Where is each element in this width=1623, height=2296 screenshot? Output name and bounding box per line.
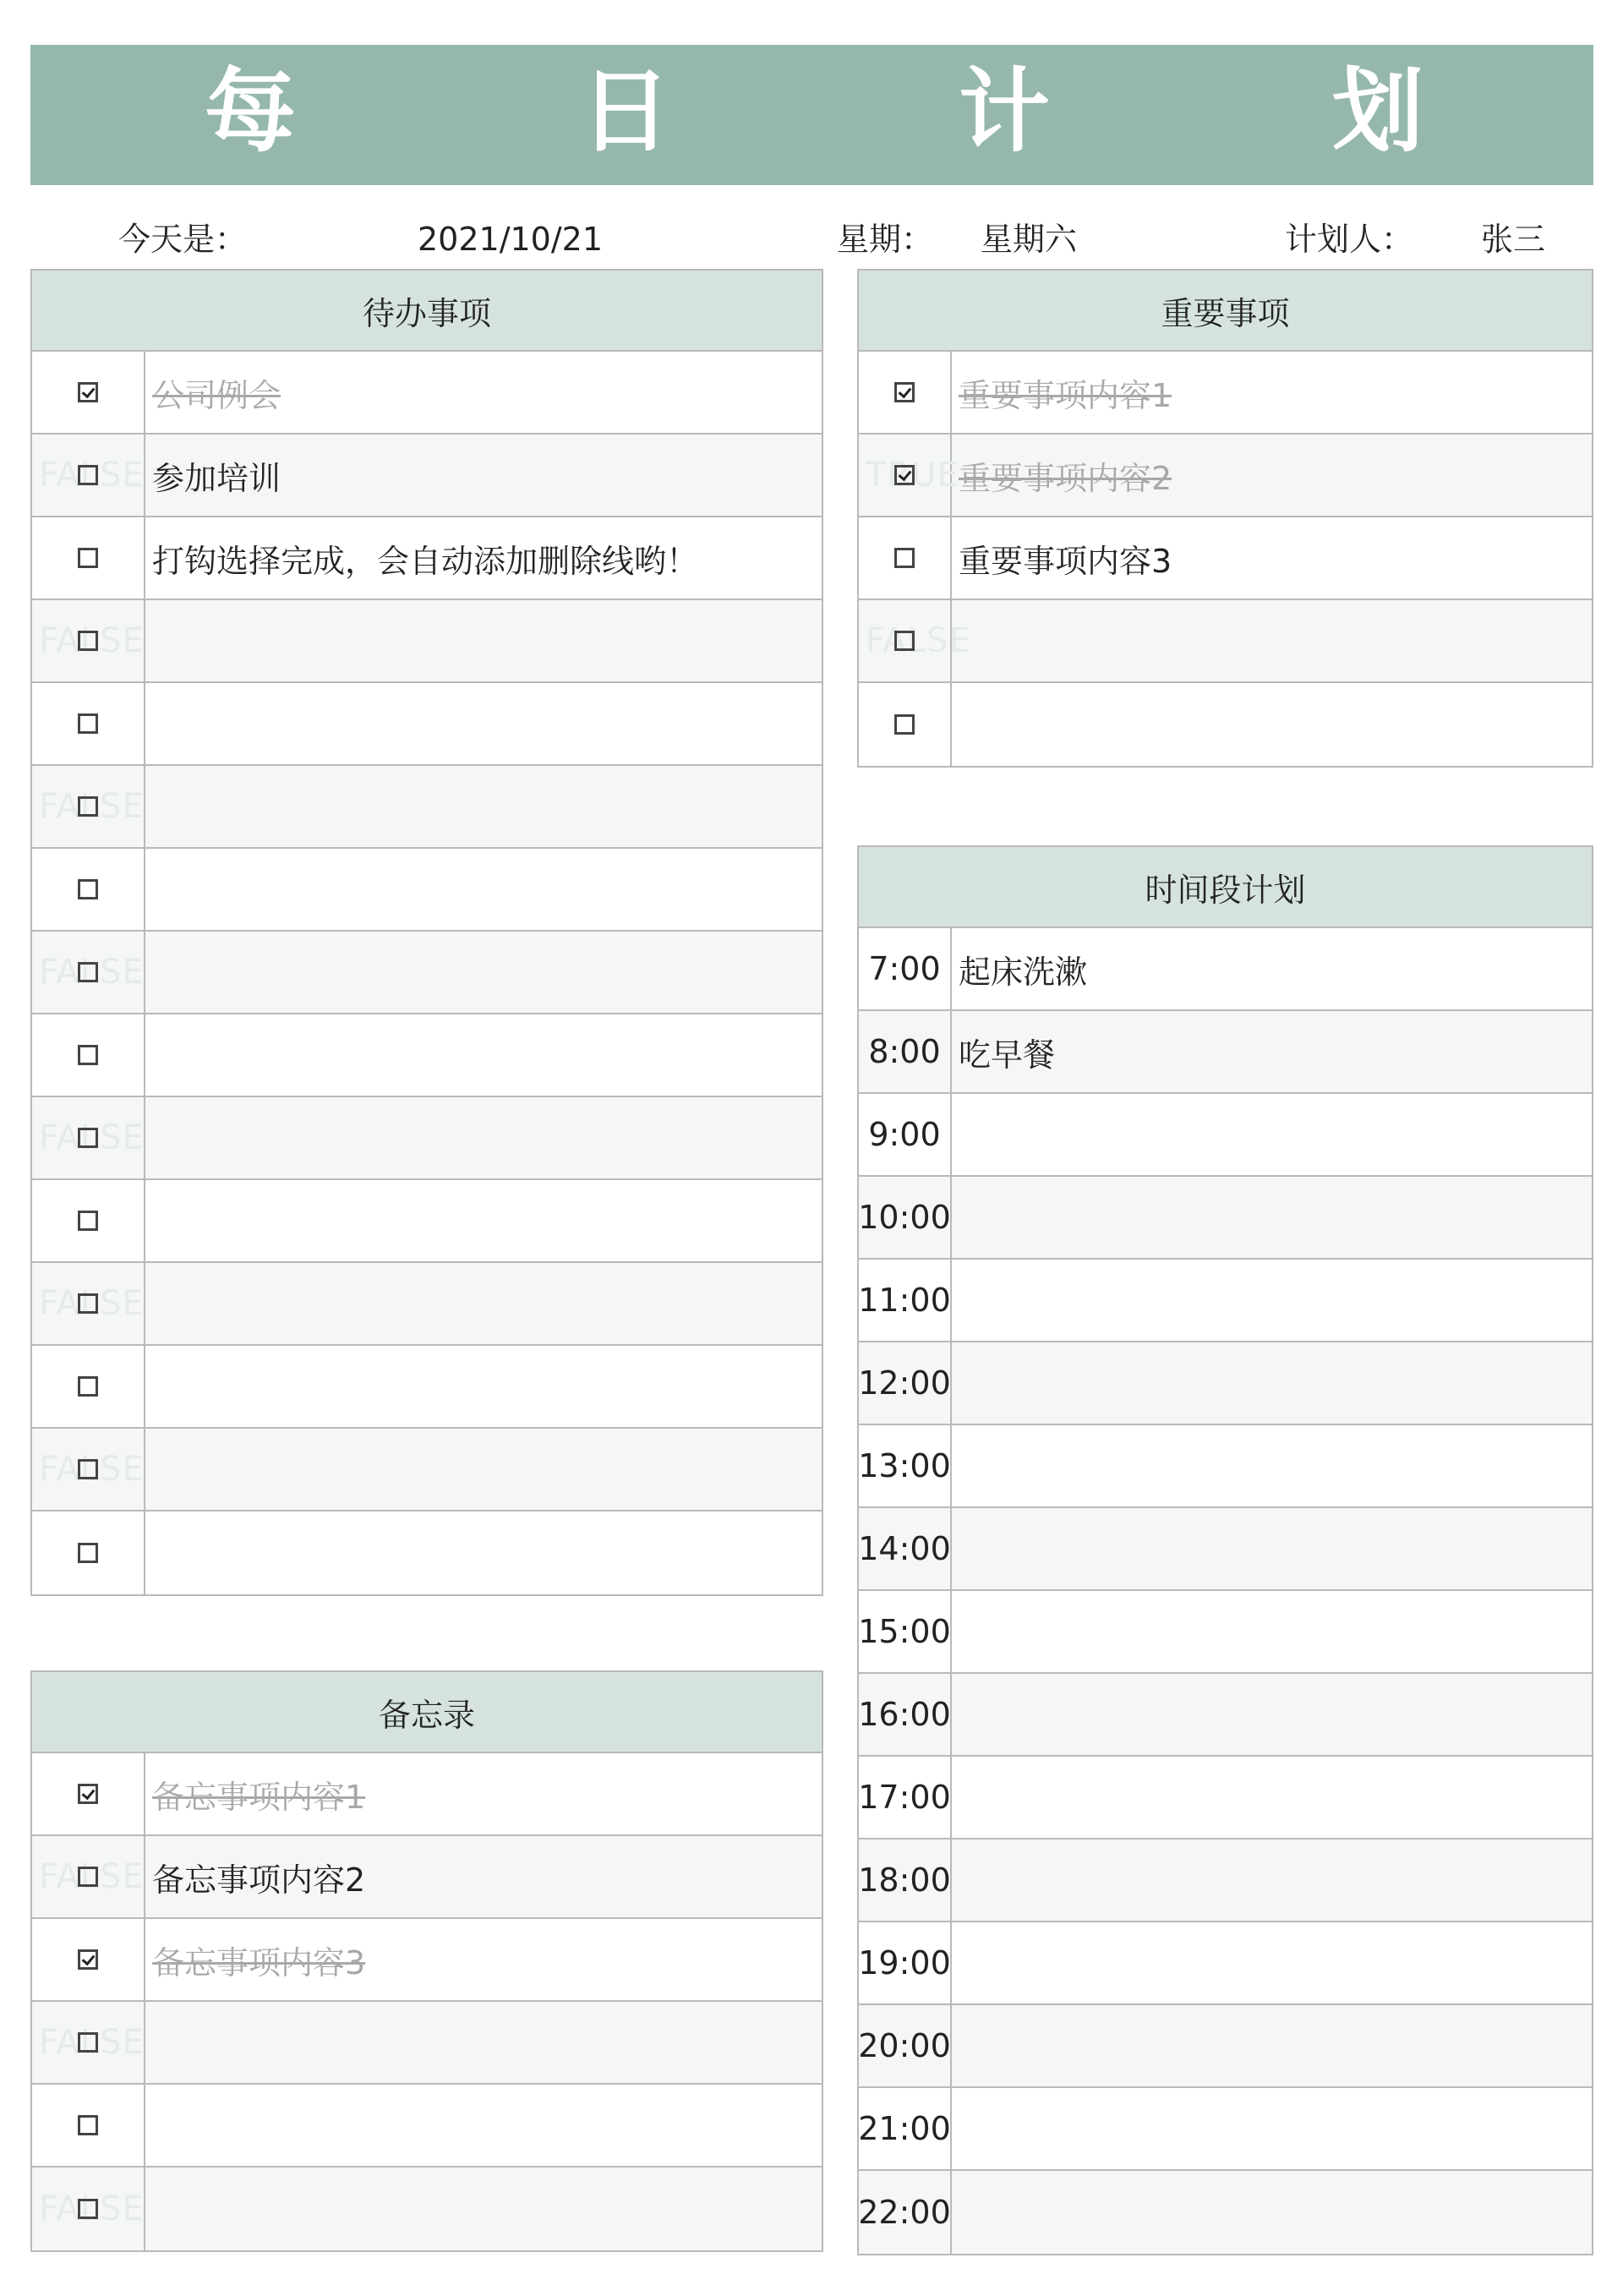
- important-row: [859, 517, 1592, 600]
- checkbox-unchecked-icon[interactable]: [78, 548, 98, 568]
- schedule-row: [859, 1094, 1592, 1177]
- todo-row: [32, 849, 822, 932]
- time-slot: 15:00: [859, 1591, 952, 1672]
- important-item-text[interactable]: [952, 600, 1592, 681]
- checkbox-cell: [859, 600, 971, 681]
- schedule-entry[interactable]: [952, 1508, 1592, 1589]
- schedule-entry[interactable]: [952, 2088, 1592, 2169]
- memo-item-text[interactable]: 备忘事项内容3: [152, 1943, 366, 1982]
- checkbox-unchecked-icon[interactable]: [78, 1459, 98, 1479]
- checkbox-unchecked-icon[interactable]: [78, 1543, 98, 1563]
- time-slot: 16:00: [859, 1674, 952, 1755]
- schedule-row: [859, 1177, 1592, 1260]
- memo-panel: [30, 1670, 823, 2252]
- checkbox-state-text: FALSE: [39, 1857, 145, 1896]
- schedule-row: [859, 1591, 1592, 1674]
- checkbox-cell: [32, 1263, 145, 1344]
- checkbox-cell: [859, 435, 959, 516]
- checkbox-cell: [32, 1346, 145, 1427]
- todo-item-text[interactable]: 打钩选择完成，会自动添加删除线哟！: [152, 542, 699, 580]
- checkbox-state-text: FALSE: [39, 953, 145, 992]
- time-slot: 8:00: [859, 1011, 952, 1092]
- weekday-value[interactable]: 星期六: [981, 221, 1078, 258]
- checkbox-cell: [32, 1429, 145, 1510]
- checkbox-cell: [32, 2168, 145, 2250]
- schedule-row: [859, 2171, 1592, 2254]
- todo-header: 待办事项: [32, 271, 822, 352]
- checkbox-state-text: FALSE: [39, 621, 145, 660]
- checkbox-cell: [32, 849, 145, 930]
- schedule-row: [859, 928, 1592, 1011]
- schedule-entry[interactable]: 吃早餐: [959, 1036, 1056, 1074]
- planner-label: 计划人：: [1285, 221, 1414, 258]
- time-slot: 10:00: [859, 1177, 952, 1258]
- schedule-entry[interactable]: [952, 2171, 1592, 2254]
- checkbox-cell: [859, 352, 952, 433]
- title-char: 计: [959, 59, 1051, 165]
- memo-row: [32, 2002, 822, 2085]
- schedule-entry[interactable]: [952, 1674, 1592, 1755]
- memo-row: [32, 2085, 822, 2168]
- memo-item-text[interactable]: 备忘事项内容2: [152, 1861, 366, 1899]
- checkbox-cell: [32, 932, 145, 1013]
- weekday-label: 星期：: [837, 221, 934, 258]
- schedule-row: [859, 1260, 1592, 1342]
- checkbox-unchecked-icon[interactable]: [78, 1211, 98, 1231]
- todo-item-text[interactable]: 公司例会: [152, 376, 281, 414]
- important-item-text[interactable]: 重要事项内容3: [959, 542, 1172, 580]
- todo-item-text[interactable]: [145, 1346, 822, 1427]
- schedule-row: [859, 1011, 1592, 1094]
- schedule-header: 时间段计划: [859, 847, 1592, 928]
- schedule-row: [859, 1425, 1592, 1508]
- schedule-row: [859, 2005, 1592, 2088]
- todo-item-text[interactable]: [145, 849, 822, 930]
- time-slot: 13:00: [859, 1425, 952, 1506]
- time-slot: 11:00: [859, 1260, 952, 1341]
- checkbox-cell: [32, 1180, 145, 1261]
- planner-value[interactable]: 张三: [1481, 221, 1546, 258]
- checkbox-cell: [32, 1919, 145, 2000]
- memo-row: [32, 1753, 822, 1836]
- todo-item-text[interactable]: [145, 1097, 822, 1178]
- checkbox-state-text: FALSE: [39, 456, 145, 495]
- checkbox-unchecked-icon[interactable]: [78, 2032, 98, 2053]
- important-row: [859, 352, 1592, 435]
- checkbox-state-text: FALSE: [39, 1450, 145, 1489]
- checkbox-unchecked-icon[interactable]: [78, 2115, 98, 2135]
- checkbox-cell: [32, 352, 145, 433]
- todo-panel: [30, 269, 823, 1596]
- todo-item-text[interactable]: [145, 1014, 822, 1096]
- time-slot: 14:00: [859, 1508, 952, 1589]
- checkbox-cell: [32, 1014, 145, 1096]
- important-panel: [857, 269, 1593, 768]
- checkbox-unchecked-icon[interactable]: [894, 548, 915, 568]
- checkbox-cell: [32, 435, 145, 516]
- checkbox-state-text: FALSE: [866, 621, 971, 660]
- memo-item-text[interactable]: [145, 2002, 822, 2083]
- checkbox-unchecked-icon[interactable]: [78, 1376, 98, 1397]
- checkbox-unchecked-icon[interactable]: [78, 1293, 98, 1314]
- todo-item-text[interactable]: [145, 683, 822, 764]
- todo-row: [32, 1263, 822, 1346]
- important-row: [859, 683, 1592, 766]
- important-item-text[interactable]: 重要事项内容2: [959, 459, 1172, 497]
- checkbox-cell: [32, 600, 145, 681]
- schedule-entry[interactable]: [952, 1177, 1592, 1258]
- todo-item-text[interactable]: [145, 600, 822, 681]
- todo-item-text[interactable]: [145, 1429, 822, 1510]
- time-slot: 12:00: [859, 1342, 952, 1424]
- checkbox-state-text: FALSE: [39, 1118, 145, 1157]
- todo-row: [32, 600, 822, 683]
- checkbox-unchecked-icon[interactable]: [78, 1045, 98, 1065]
- checkbox-unchecked-icon[interactable]: [894, 714, 915, 735]
- checkbox-state-text: TRUE: [866, 456, 959, 495]
- todo-item-text[interactable]: [145, 932, 822, 1013]
- todo-row: [32, 517, 822, 600]
- today-value[interactable]: 2021/10/21: [418, 221, 604, 258]
- important-item-text[interactable]: [952, 683, 1592, 766]
- time-slot: 18:00: [859, 1840, 952, 1921]
- checkbox-state-text: FALSE: [39, 1284, 145, 1323]
- checkbox-cell: [859, 683, 952, 766]
- checkbox-state-text: FALSE: [39, 787, 145, 826]
- schedule-entry[interactable]: [952, 1840, 1592, 1921]
- checkbox-unchecked-icon[interactable]: [78, 2199, 98, 2219]
- todo-row: [32, 683, 822, 766]
- checkbox-unchecked-icon[interactable]: [78, 879, 98, 899]
- checkbox-cell: [32, 517, 145, 599]
- important-item-text[interactable]: 重要事项内容1: [959, 376, 1172, 414]
- schedule-row: [859, 1840, 1592, 1922]
- checkbox-unchecked-icon[interactable]: [78, 796, 98, 817]
- schedule-entry[interactable]: [952, 1757, 1592, 1838]
- checkbox-cell: [32, 1753, 145, 1834]
- time-slot: 22:00: [859, 2171, 952, 2254]
- schedule-entry[interactable]: [952, 1425, 1592, 1506]
- memo-row: [32, 2168, 822, 2250]
- schedule-entry[interactable]: [952, 1094, 1592, 1175]
- todo-row: [32, 1180, 822, 1263]
- checkbox-unchecked-icon[interactable]: [894, 631, 915, 651]
- checkbox-cell: [32, 766, 145, 847]
- todo-row: [32, 435, 822, 517]
- schedule-entry[interactable]: [952, 1591, 1592, 1672]
- memo-row: [32, 1836, 822, 1919]
- checkbox-cell: [32, 1512, 145, 1594]
- time-slot: 17:00: [859, 1757, 952, 1838]
- time-slot: 20:00: [859, 2005, 952, 2086]
- today-label: 今天是：: [118, 221, 248, 258]
- important-row: [859, 435, 1592, 517]
- checkbox-cell: [32, 683, 145, 764]
- todo-item-text[interactable]: 参加培训: [152, 459, 281, 497]
- checkbox-unchecked-icon[interactable]: [78, 713, 98, 734]
- time-slot: 21:00: [859, 2088, 952, 2169]
- checkbox-unchecked-icon[interactable]: [78, 1128, 98, 1148]
- time-slot: 19:00: [859, 1922, 952, 2004]
- schedule-row: [859, 2088, 1592, 2171]
- important-row: [859, 600, 1592, 683]
- important-header: 重要事项: [859, 271, 1592, 352]
- checkbox-cell: [32, 2085, 145, 2166]
- checkbox-cell: [32, 2002, 145, 2083]
- checkbox-unchecked-icon[interactable]: [78, 631, 98, 651]
- checkbox-unchecked-icon[interactable]: [78, 962, 98, 982]
- todo-row: [32, 932, 822, 1014]
- todo-row: [32, 766, 822, 849]
- time-slot: 7:00: [859, 928, 952, 1009]
- todo-row: [32, 1097, 822, 1180]
- schedule-entry[interactable]: [952, 1260, 1592, 1341]
- schedule-row: [859, 1508, 1592, 1591]
- memo-item-text[interactable]: 备忘事项内容1: [152, 1778, 366, 1816]
- memo-row: [32, 1919, 822, 2002]
- time-slot: 9:00: [859, 1094, 952, 1175]
- todo-item-text[interactable]: [145, 1512, 822, 1594]
- checkbox-checked-icon[interactable]: [78, 1784, 98, 1804]
- checkbox-checked-icon[interactable]: [78, 382, 98, 402]
- schedule-row: [859, 1674, 1592, 1757]
- todo-item-text[interactable]: [145, 766, 822, 847]
- checkbox-state-text: FALSE: [39, 2023, 145, 2062]
- title-char: 日: [580, 59, 672, 165]
- schedule-entry[interactable]: 起床洗漱: [959, 953, 1088, 991]
- title-banner: [30, 45, 1593, 185]
- checkbox-state-text: FALSE: [39, 2189, 145, 2228]
- schedule-row: [859, 1922, 1592, 2005]
- schedule-entry[interactable]: [952, 1922, 1592, 2004]
- memo-item-text[interactable]: [145, 2168, 822, 2250]
- todo-row: [32, 352, 822, 435]
- title-char: 每: [205, 59, 297, 165]
- todo-row: [32, 1346, 822, 1429]
- memo-header: 备忘录: [32, 1672, 822, 1753]
- todo-row: [32, 1429, 822, 1512]
- schedule-row: [859, 1342, 1592, 1425]
- checkbox-cell: [32, 1836, 145, 1917]
- todo-item-text[interactable]: [145, 1180, 822, 1261]
- checkbox-unchecked-icon[interactable]: [78, 1867, 98, 1887]
- memo-item-text[interactable]: [145, 2085, 822, 2166]
- todo-row: [32, 1014, 822, 1097]
- schedule-row: [859, 1757, 1592, 1840]
- schedule-entry[interactable]: [952, 1342, 1592, 1424]
- checkbox-checked-icon[interactable]: [78, 1949, 98, 1970]
- checkbox-cell: [859, 517, 952, 599]
- schedule-panel: [857, 845, 1593, 2255]
- checkbox-cell: [32, 1097, 145, 1178]
- todo-row: [32, 1512, 822, 1594]
- checkbox-unchecked-icon[interactable]: [78, 465, 98, 485]
- title-char: 划: [1332, 59, 1424, 165]
- todo-item-text[interactable]: [145, 1263, 822, 1344]
- schedule-entry[interactable]: [952, 2005, 1592, 2086]
- checkbox-checked-icon[interactable]: [894, 382, 915, 402]
- checkbox-checked-icon[interactable]: [894, 465, 915, 485]
